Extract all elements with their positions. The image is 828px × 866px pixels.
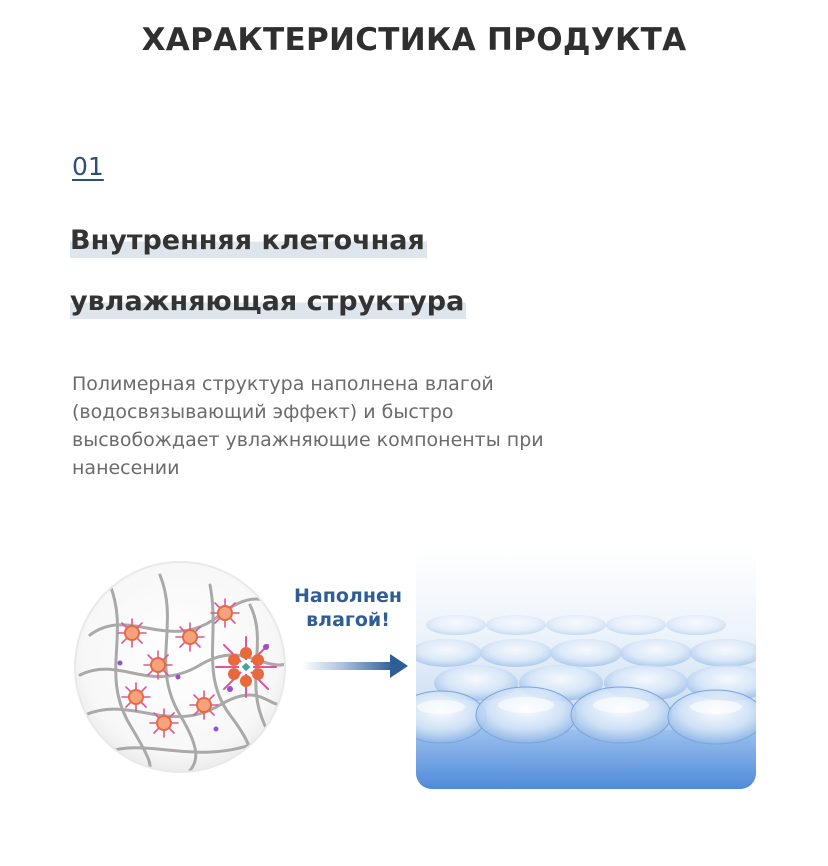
- arrow-right-icon: [302, 652, 408, 680]
- section-description: Полимерная структура наполнена влагой (водосвязывающий эффект) и быстро высвобождает увлажняющие компоненты при нанесении: [72, 373, 544, 479]
- section-heading-line-2: [70, 285, 466, 319]
- arrow-label-line-2: влагой!: [306, 609, 390, 631]
- arrow-label: [282, 584, 414, 632]
- section-number: 01: [72, 152, 104, 181]
- heading-text-1: Внутренняя клеточная: [70, 225, 425, 256]
- heading-text-2: увлажняющая структура: [70, 286, 465, 317]
- polymer-network-icon: [70, 545, 292, 785]
- water-bubbles-image: [416, 545, 756, 789]
- section-heading-line-1: [70, 224, 427, 258]
- arrow-label-line-1: Наполнен: [294, 585, 402, 607]
- page-title: ХАРАКТЕРИСТИКА ПРОДУКТА: [141, 22, 687, 58]
